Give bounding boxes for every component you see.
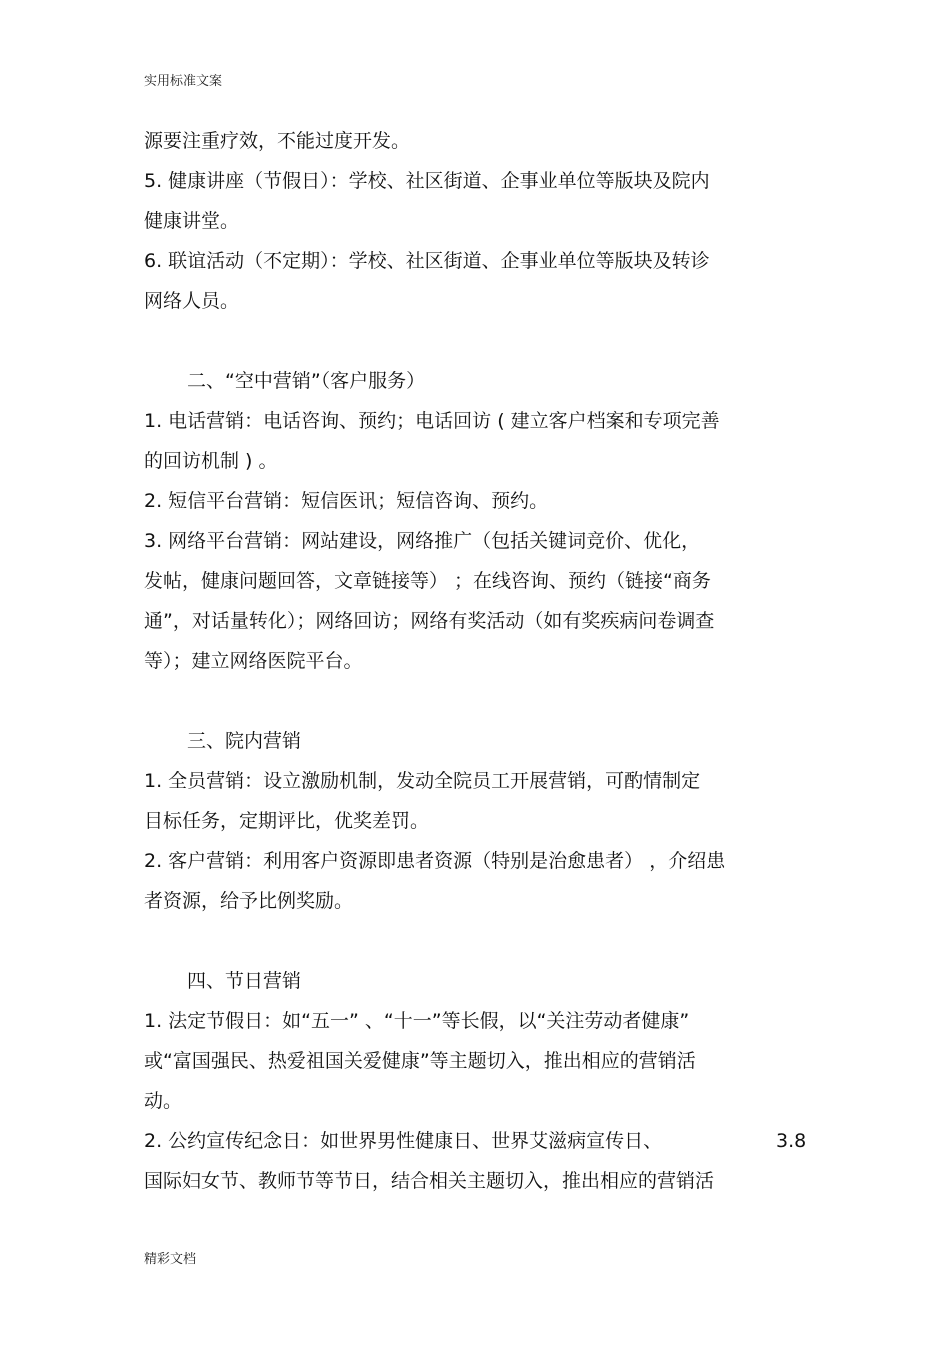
text-line: 健康讲堂。 xyxy=(144,210,240,232)
list-item-web-marketing: 3. 网络平台营销：网站建设，网络推广（包括关键词竞价、优化， xyxy=(144,530,701,552)
text-line: 的回访机制 ) 。 xyxy=(144,450,278,472)
section-heading-in-hospital-marketing: 三、院内营销 xyxy=(187,730,302,752)
list-item-customer-marketing: 2. 客户营销：利用客户资源即患者资源（特别是治愈患者） ，介绍患 xyxy=(144,850,726,872)
list-item-all-staff-marketing: 1. 全员营销：设立激励机制，发动全院员工开展营销，可酌情制定 xyxy=(144,770,701,792)
text-line: 发帖，健康问题回答，文章链接等） ；在线咨询、预约（链接“商务 xyxy=(144,570,711,592)
list-item-phone-marketing: 1. 电话营销：电话咨询、预约；电话回访 ( 建立客户档案和专项完善 xyxy=(144,410,720,432)
text-line: 网络人员。 xyxy=(144,290,240,312)
page-header: 实用标准文案 xyxy=(144,74,223,89)
list-item-health-lectures: 5. 健康讲座（节假日）：学校、社区街道、企事业单位等版块及院内 xyxy=(144,170,710,192)
text-line: 动。 xyxy=(144,1090,183,1112)
list-item-social-activities: 6. 联谊活动（不定期）：学校、社区街道、企事业单位等版块及转诊 xyxy=(144,250,710,272)
list-item-statutory-holidays: 1. 法定节假日：如“五一” 、“十一”等长假，以“关注劳动者健康” xyxy=(144,1010,690,1032)
list-item-sms-marketing: 2. 短信平台营销：短信医讯；短信咨询、预约。 xyxy=(144,490,549,512)
text-line: 通”，对话量转化）；网络回访；网络有奖活动（如有奖疾病问卷调查 xyxy=(144,610,715,632)
text-line: 者资源，给予比例奖励。 xyxy=(144,890,354,912)
text-line: 等）；建立网络医院平台。 xyxy=(144,650,363,672)
text-line: 或“富国强民、热爱祖国关爱健康”等主题切入，推出相应的营销活 xyxy=(144,1050,696,1072)
section-heading-holiday-marketing: 四、节日营销 xyxy=(187,970,302,992)
text-line: 目标任务，定期评比，优奖差罚。 xyxy=(144,810,430,832)
text-line: 源要注重疗效，不能过度开发。 xyxy=(144,130,411,152)
list-item-commemoration-days: 2. 公约宣传纪念日：如世界男性健康日、世界艾滋病宣传日、 xyxy=(144,1130,663,1152)
text-line: 国际妇女节、教师节等节日，结合相关主题切入，推出相应的营销活 xyxy=(144,1170,715,1192)
trailing-number: 3.8 xyxy=(776,1130,807,1152)
page-footer: 精彩文档 xyxy=(144,1252,197,1267)
section-heading-air-marketing: 二、“空中营销”（客户服务） xyxy=(187,370,426,392)
